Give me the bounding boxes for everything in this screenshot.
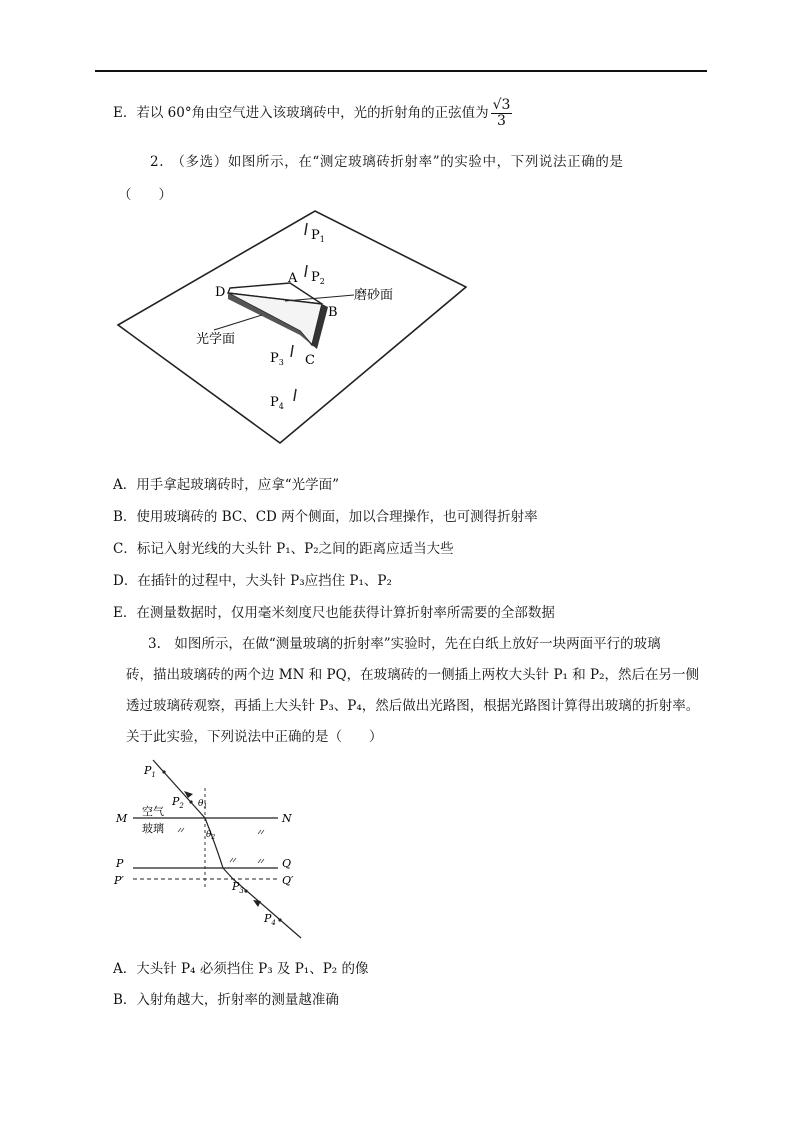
q2-answer-blank: （ ） (118, 187, 172, 203)
q2-option-e: E．在测量数据时，仅用毫米刻度尺也能获得计算折射率所需要的全部数据 (113, 605, 555, 621)
q2-option-d: D．在插针的过程中，大头针 P₃应挡住 P₁、P₂ (113, 573, 392, 589)
glass-brick-figure (110, 205, 480, 450)
label-fig-p2: $P_2$ (172, 795, 184, 810)
label-c: C (305, 353, 315, 368)
label-m: M (116, 812, 128, 825)
label-a: A (288, 271, 298, 286)
sqrt3-over-3-fraction (491, 98, 513, 129)
label-p: P (116, 857, 124, 870)
label-d: D (215, 285, 226, 300)
refracted-ray (205, 818, 233, 879)
label-p4: $P_4$ (270, 395, 284, 411)
label-optical-surface: 光学面 (196, 332, 236, 347)
emergent-arrow (253, 900, 261, 907)
label-frosted-surface: 磨砂面 (354, 288, 394, 303)
q3-stem-line2: 砖，描出玻璃砖的两个边 MN 和 PQ，在玻璃砖的一侧插上两枚大头针 P₁ 和 P₂，然后在另一侧 (126, 667, 700, 683)
q3-stem-line4: 关于此实验，下列说法中正确的是（ ） (126, 729, 383, 745)
pin-dot-p2 (189, 800, 192, 803)
label-b: B (328, 305, 338, 320)
option-e-previous (113, 98, 512, 129)
q3-option-a: A．大头针 P₄ 必须挡住 P₃ 及 P₁、P₂ 的像 (113, 961, 369, 977)
pin-dot-p1 (162, 770, 165, 773)
pin-p1 (305, 223, 307, 235)
pin-dot-p4 (278, 918, 281, 921)
label-p3: $P_3$ (270, 351, 284, 367)
label-fig-p3: $P_3$ (232, 880, 244, 895)
label-theta1: $\theta_1$ (198, 799, 208, 810)
q2-option-a: A．用手拿起玻璃砖时，应拿“光学面” (113, 477, 340, 493)
option-e-text: E．若以 60°角由空气进入该玻璃砖中，光的折射角的正弦值为 (113, 105, 489, 121)
label-p-prime: P′ (114, 874, 124, 887)
refraction-figure (108, 750, 308, 940)
q3-stem-line1: 3. 如图所示，在做“测量玻璃的折射率”实验时，先在白纸上放好一块两面平行的玻璃 (148, 636, 661, 652)
q3-option-b: B．入射角越大，折射率的测量越准确 (113, 992, 339, 1008)
q2-option-c: C．标记入射光线的大头针 P₁、P₂之间的距离应适当大些 (113, 541, 454, 557)
pin-p3 (291, 345, 293, 357)
label-q: Q (282, 857, 292, 870)
pin-p4 (294, 389, 296, 401)
q3-stem-line3: 透过玻璃砖观察，再插上大头针 P₃、P₄，然后做出光路图，根据光路图计算得出玻璃的折射率。 (126, 698, 700, 714)
fraction-denominator: 3 (497, 113, 506, 129)
q2-option-b: B．使用玻璃砖的 BC、CD 两个侧面，加以合理操作，也可测得折射率 (113, 509, 538, 525)
label-n: N (282, 812, 292, 825)
glass-hatch-marks (178, 828, 264, 863)
pin-p2 (305, 265, 307, 277)
label-glass: 玻璃 (142, 822, 164, 835)
label-p2: $P_2$ (311, 270, 325, 286)
label-p1: $P_1$ (311, 228, 325, 244)
q2-stem-line1: 2. （多选）如图所示，在“测定玻璃砖折射率”的实验中，下列说法正确的是 (150, 154, 624, 170)
pin-dot-p3 (244, 889, 247, 892)
label-fig-p4: $P_4$ (264, 912, 276, 927)
label-theta2: $\theta_2$ (206, 830, 216, 841)
fraction-numerator: √3 (492, 97, 511, 113)
label-fig-p1: $P_1$ (144, 764, 156, 779)
label-air: 空气 (142, 805, 164, 818)
header-rule (95, 70, 707, 72)
optical-leader-line (214, 315, 262, 330)
label-q-prime: Q′ (282, 874, 294, 887)
